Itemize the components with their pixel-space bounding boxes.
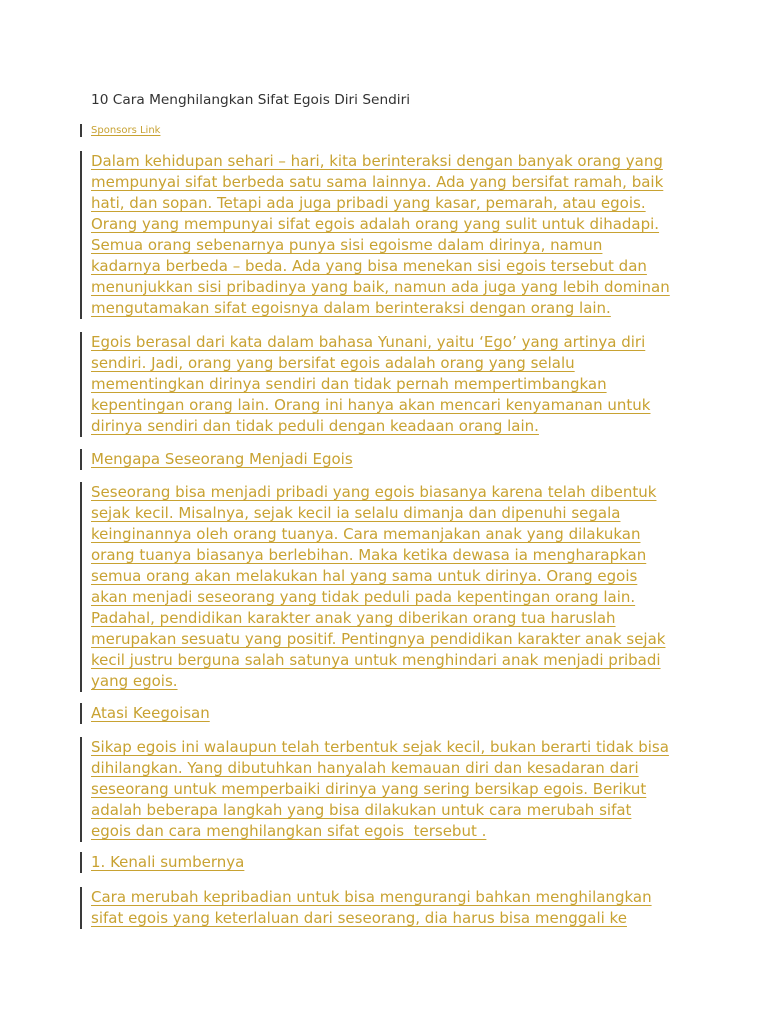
paragraph-line[interactable]: sendiri. Jadi, orang yang bersifat egois adalah orang yang selalu bbox=[91, 354, 575, 372]
paragraph-line[interactable]: Dalam kehidupan sehari – hari, kita berinteraksi dengan banyak orang yang bbox=[91, 152, 663, 170]
definition-paragraph bbox=[80, 332, 651, 437]
kenali-paragraph bbox=[80, 887, 652, 929]
paragraph-line[interactable]: merupakan sesuatu yang positif. Pentingnya pendidikan karakter anak sejak bbox=[91, 630, 666, 648]
section-heading-kenali bbox=[80, 852, 244, 873]
paragraph-line[interactable]: Egois berasal dari kata dalam bahasa Yunani, yaitu ‘Ego’ yang artinya diri bbox=[91, 333, 646, 351]
paragraph-line[interactable]: mengutamakan sifat egoisnya dalam berinteraksi dengan orang lain. bbox=[91, 299, 611, 317]
paragraph-line[interactable]: sifat egois yang keterlaluan dari seseorang, dia harus bisa menggali ke bbox=[91, 909, 627, 927]
paragraph-line[interactable]: dihilangkan. Yang dibutuhkan hanyalah kemauan diri dan kesadaran dari bbox=[91, 759, 639, 777]
section-heading-atasi bbox=[80, 703, 210, 724]
paragraph-line[interactable]: mempunyai sifat berbeda satu sama lainnya. Ada yang bersifat ramah, baik bbox=[91, 173, 664, 191]
heading-link[interactable]: Mengapa Seseorang Menjadi Egois bbox=[91, 450, 353, 468]
paragraph-line[interactable]: kepentingan orang lain. Orang ini hanya akan mencari kenyamanan untuk bbox=[91, 396, 651, 414]
paragraph-line[interactable]: dirinya sendiri dan tidak peduli dengan keadaan orang lain. bbox=[91, 417, 539, 435]
paragraph-line[interactable]: sejak kecil. Misalnya, sejak kecil ia selalu dimanja dan dipenuhi segala bbox=[91, 504, 621, 522]
paragraph-line[interactable]: Seseorang bisa menjadi pribadi yang egois biasanya karena telah dibentuk bbox=[91, 483, 657, 501]
page-title: 10 Cara Menghilangkan Sifat Egois Diri Sendiri bbox=[91, 92, 411, 108]
paragraph-line[interactable]: semua orang akan melakukan hal yang sama untuk dirinya. Orang egois bbox=[91, 567, 638, 585]
paragraph-line[interactable]: adalah beberapa langkah yang bisa dilakukan untuk cara merubah sifat bbox=[91, 801, 632, 819]
paragraph-line[interactable]: keinginannya oleh orang tuanya. Cara memanjakan anak yang dilakukan bbox=[91, 525, 641, 543]
sponsors-link-block bbox=[80, 124, 160, 137]
paragraph-line[interactable]: akan menjadi seseorang yang tidak peduli pada kepentingan orang lain. bbox=[91, 588, 636, 606]
heading-link[interactable]: Atasi Keegoisan bbox=[91, 704, 210, 722]
paragraph-line[interactable]: orang tuanya biasanya berlebihan. Maka ketika dewasa ia mengharapkan bbox=[91, 546, 647, 564]
paragraph-line[interactable]: Padahal, pendidikan karakter anak yang diberikan orang tua haruslah bbox=[91, 609, 616, 627]
paragraph-line[interactable]: Orang yang mempunyai sifat egois adalah orang yang sulit untuk dihadapi. bbox=[91, 215, 660, 233]
overcome-paragraph bbox=[80, 737, 669, 842]
paragraph-line[interactable]: hati, dan sopan. Tetapi ada juga pribadi yang kasar, pemarah, atau egois. bbox=[91, 194, 646, 212]
paragraph-line[interactable]: kadarnya berbeda – beda. Ada yang bisa menekan sisi egois tersebut dan bbox=[91, 257, 647, 275]
paragraph-line[interactable]: kecil justru berguna salah satunya untuk menghindari anak menjadi pribadi bbox=[91, 651, 661, 669]
paragraph-line[interactable]: mementingkan dirinya sendiri dan tidak pernah mempertimbangkan bbox=[91, 375, 607, 393]
cause-paragraph bbox=[80, 482, 665, 692]
paragraph-line[interactable]: Sikap egois ini walaupun telah terbentuk sejak kecil, bukan berarti tidak bisa bbox=[91, 738, 669, 756]
paragraph-line[interactable]: Semua orang sebenarnya punya sisi egoisme dalam dirinya, namun bbox=[91, 236, 603, 254]
intro-paragraph bbox=[80, 151, 670, 319]
paragraph-line[interactable]: Cara merubah kepribadian untuk bisa mengurangi bahkan menghilangkan bbox=[91, 888, 652, 906]
paragraph-line[interactable]: yang egois. bbox=[91, 672, 178, 690]
paragraph-line[interactable]: seseorang untuk memperbaiki dirinya yang sering bersikap egois. Berikut bbox=[91, 780, 647, 798]
section-heading-mengapa bbox=[80, 449, 353, 470]
heading-link[interactable]: 1. Kenali sumbernya bbox=[91, 853, 245, 871]
sponsors-link[interactable]: Sponsors Link bbox=[91, 125, 161, 136]
paragraph-line[interactable]: egois dan cara menghilangkan sifat egois tersebut . bbox=[91, 822, 487, 840]
paragraph-line[interactable]: menunjukkan sisi pribadinya yang baik, namun ada juga yang lebih dominan bbox=[91, 278, 670, 296]
